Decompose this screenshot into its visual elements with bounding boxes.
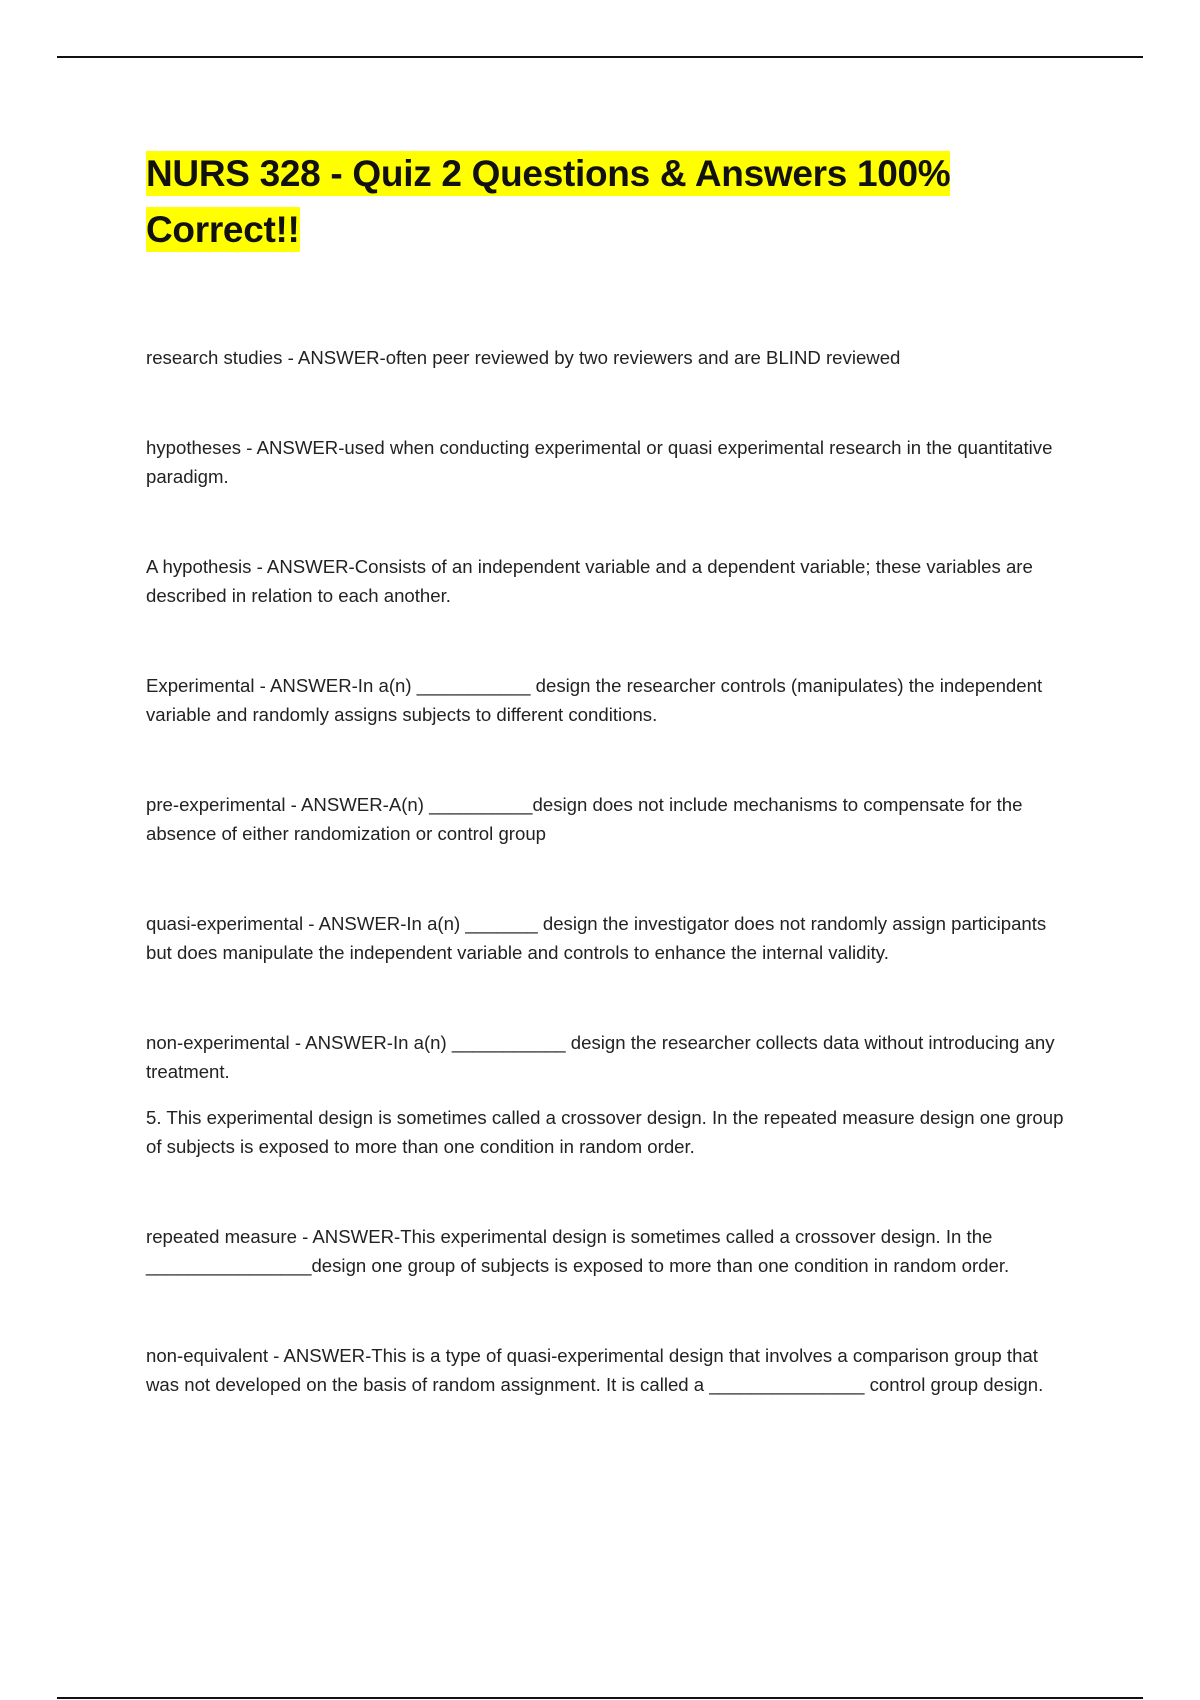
bottom-rule bbox=[57, 1697, 1143, 1699]
qa-item-non-equivalent: non-equivalent - ANSWER-This is a type of quasi-experimental design that involves a comparison group that was not developed on the basis of random assignment. It is called a _______________ control group design. bbox=[146, 1345, 1044, 1395]
qa-list bbox=[146, 343, 1066, 1399]
qa-item-pre-experimental: pre-experimental - ANSWER-A(n) __________design does not include mechanisms to compensate for the absence of either randomization or control group bbox=[146, 794, 1023, 844]
top-rule bbox=[57, 56, 1143, 58]
qa-item-repeated-measure: repeated measure - ANSWER-This experimental design is sometimes called a crossover design. In the ________________design one group of subjects is exposed to more than one condition in random order. bbox=[146, 1226, 1010, 1276]
qa-item-quasi-experimental: quasi-experimental - ANSWER-In a(n) _______ design the investigator does not randomly assign participants but does manipulate the independent variable and controls to enhance the internal validity. bbox=[146, 913, 1047, 963]
qa-item-hypotheses: hypotheses - ANSWER-used when conducting experimental or quasi experimental research in the quantitative paradigm. bbox=[146, 437, 1053, 487]
qa-item-a-hypothesis: A hypothesis - ANSWER-Consists of an independent variable and a dependent variable; these variables are described in relation to each another. bbox=[146, 556, 1033, 606]
document-title bbox=[146, 146, 1066, 258]
qa-item-experimental: Experimental - ANSWER-In a(n) ___________ design the researcher controls (manipulates) the independent variable and randomly assigns subjects to different conditions. bbox=[146, 675, 1043, 725]
qa-item-research-studies: research studies - ANSWER-often peer reviewed by two reviewers and are BLIND reviewed bbox=[146, 347, 901, 368]
qa-item-numbered-note: 5. This experimental design is sometimes called a crossover design. In the repeated measure design one group of subjects is exposed to more than one condition in random order. bbox=[146, 1107, 1064, 1157]
title-highlight: NURS 328 - Quiz 2 Questions & Answers 100% Correct!! bbox=[146, 153, 951, 250]
document-page bbox=[146, 146, 1066, 1399]
qa-item-non-experimental: non-experimental - ANSWER-In a(n) ___________ design the researcher collects data without introducing any treatment. bbox=[146, 1032, 1055, 1082]
